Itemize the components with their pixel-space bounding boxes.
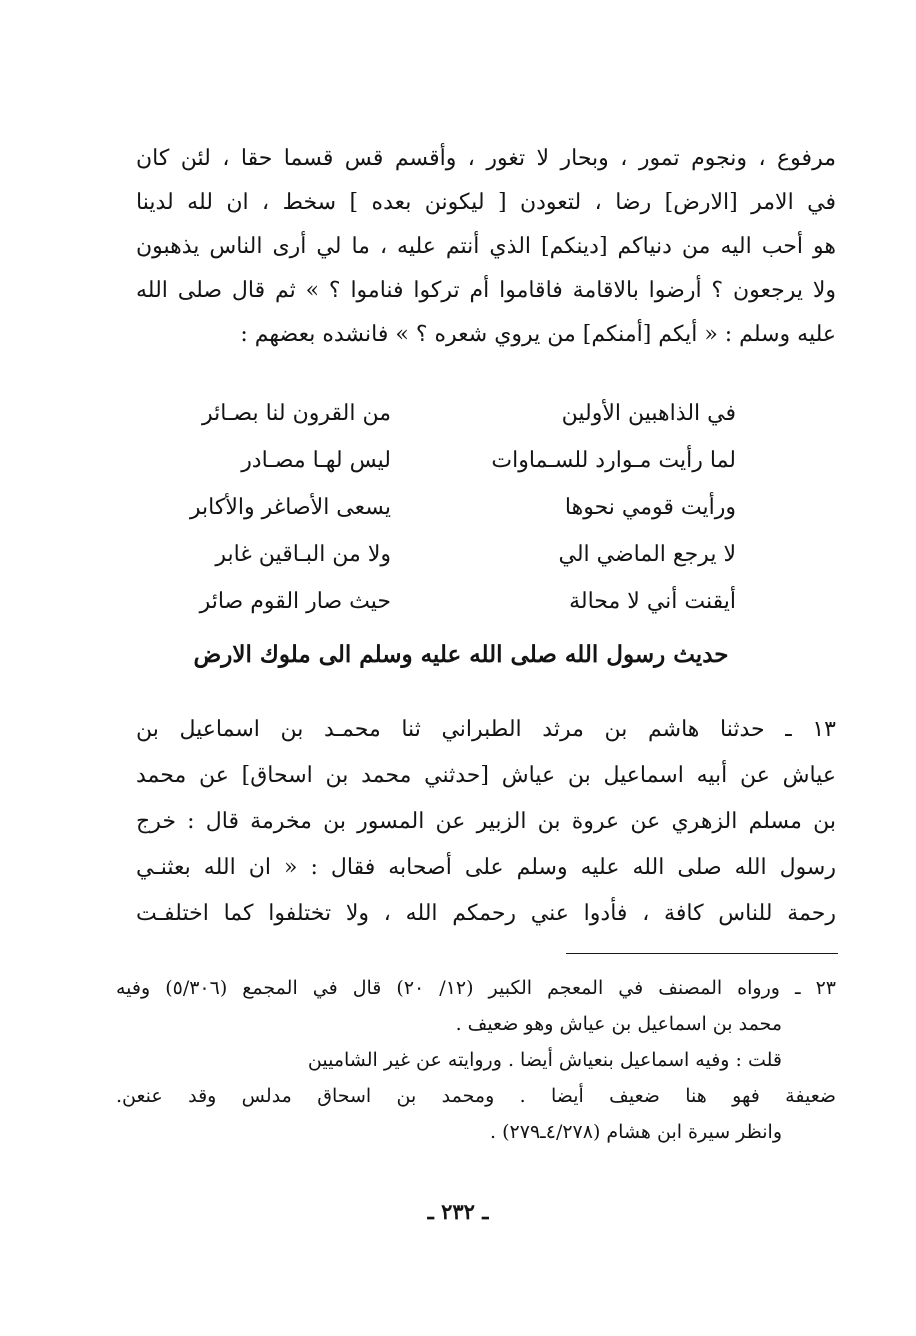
text-line: رحمة للناس كافة ، فأدوا عني رحمكم الله ، ولا تختلفوا كما اختلفـت [136, 901, 836, 926]
footnote-separator [566, 953, 838, 954]
text-line: عياش عن أبيه اسماعيل بن عياش [حدثني محمد بن اسحاق] عن محمد [136, 763, 836, 788]
page-number: ـ ٢٣٢ ـ [427, 1199, 489, 1224]
poem-verse [176, 578, 736, 625]
hadith-paragraph [136, 707, 836, 937]
verse-second-hemistich: حيث صار القوم صائر [199, 589, 391, 614]
footnote-line: ٢٣ ـ ورواه المصنف في المعجم الكبير (١٢/ ٢٠) قال في المجمع (٥/٣٠٦) وفيه [116, 977, 836, 999]
footnote-line: قلت : وفيه اسماعيل بنعياش أيضا . وروايته عن غير الشاميين [307, 1049, 782, 1071]
verse-second-hemistich: ليس لهـا مصـادر [241, 448, 391, 473]
verse-first-hemistich: في الذاهبين الأولين [561, 401, 736, 426]
footnote-line: محمد بن اسماعيل بن عياش وهو ضعيف . [455, 1013, 782, 1035]
text-line: رسول الله صلى الله عليه وسلم على أصحابه فقال : « ان الله بعثنـي [136, 855, 836, 880]
footnotes [116, 970, 836, 1150]
verse-first-hemistich: ورأيت قومي نحوها [564, 495, 736, 520]
text-line: هو أحب اليه من دنياكم [دينكم] الذي أنتم عليه ، ما لي أرى الناس يذهبون [136, 234, 836, 259]
verse-second-hemistich: ولا من البـاقين غابر [215, 542, 391, 567]
verse-first-hemistich: لما رأيت مـوارد للسـماوات [491, 448, 736, 473]
text-line: بن مسلم الزهري عن عروة بن الزبير عن المسور بن مخرمة قال : خرج [136, 809, 836, 834]
text-line: ولا يرجعون ؟ أرضوا بالاقامة فاقاموا أم تركوا فناموا ؟ » ثم قال صلى الله [136, 278, 836, 303]
poem-verse [176, 437, 736, 484]
verse-first-hemistich: أيقنت أني لا محالة [569, 589, 736, 614]
section-heading: حديث رسول الله صلى الله عليه وسلم الى ملوك الارض [193, 641, 729, 668]
text-line: عليه وسلم : « أيكم [أمنكم] من يروي شعره ؟ » فانشده بعضهم : [240, 322, 836, 347]
poem-verse [176, 484, 736, 531]
poem-verse [176, 390, 736, 437]
text-line: ١٣ ـ حدثنا هاشم بن مرثد الطبراني ثنا محمـد بن اسماعيل بن [136, 717, 836, 742]
verse-second-hemistich: يسعى الأصاغر والأكابر [189, 495, 391, 520]
text-line: مرفوع ، ونجوم تمور ، وبحار لا تغور ، وأقسم قس قسما حقا ، لئن كان [136, 146, 836, 171]
verse-first-hemistich: لا يرجع الماضي الي [558, 542, 736, 567]
verse-second-hemistich: من القرون لنا بصـائر [201, 401, 391, 426]
footnote-line: وانظر سيرة ابن هشام (٤/٢٧٨ـ٢٧٩) . [490, 1121, 782, 1143]
poem-verse [176, 531, 736, 578]
poem [176, 390, 736, 625]
intro-paragraph [136, 137, 836, 357]
footnote-line: ضعيفة فهو هنا ضعيف أيضا . ومحمد بن اسحاق مدلس وقد عنعن. [116, 1085, 836, 1107]
text-line: في الامر [الارض] رضا ، لتعودن [ ليكونن بعده ] سخط ، ان لله لدينا [136, 190, 836, 215]
